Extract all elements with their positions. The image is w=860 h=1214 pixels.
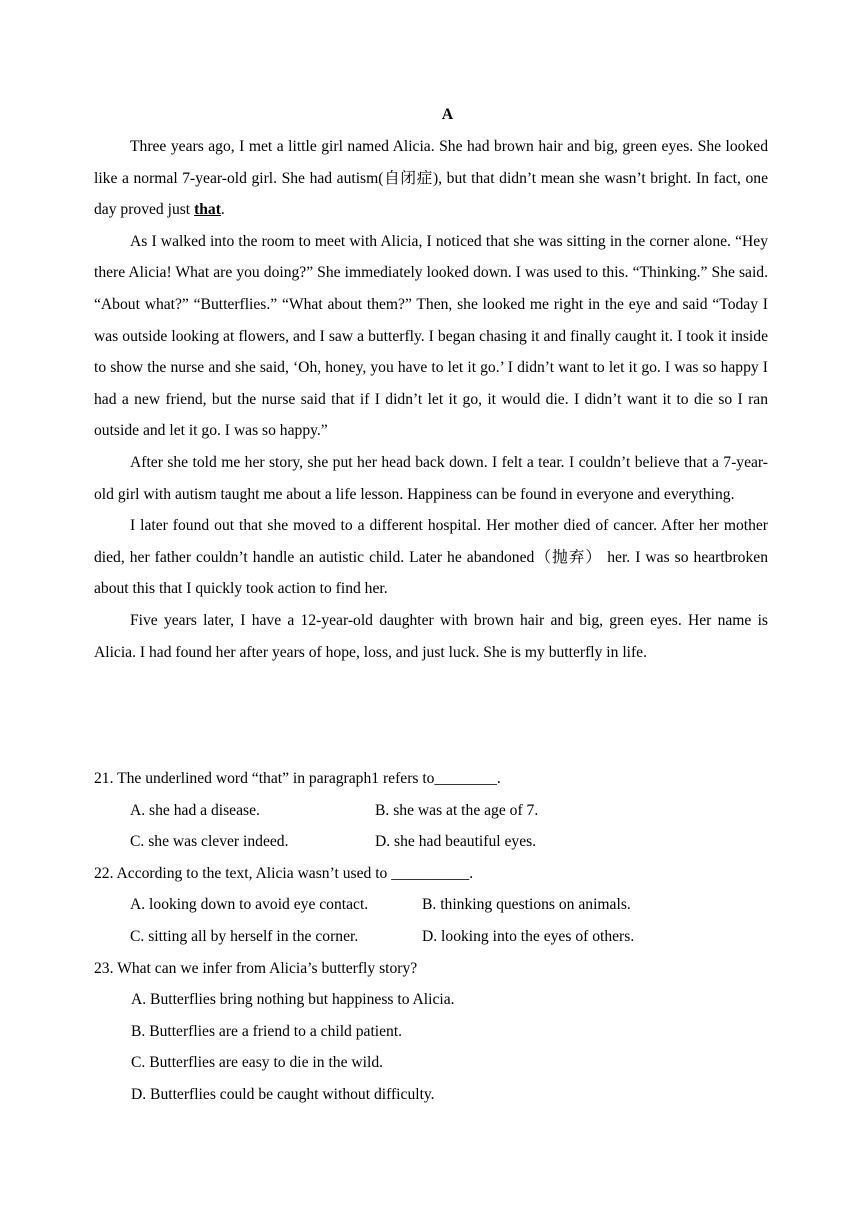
paragraph-1 [94, 131, 768, 226]
paragraph-1-end: . [220, 201, 225, 219]
question-section [94, 763, 774, 1111]
question-23-option-d: D. Butterflies could be caught without difficulty. [131, 1085, 435, 1103]
question-22-option-c: C. sitting all by herself in the corner. [130, 927, 359, 945]
passage-body [94, 131, 768, 668]
question-21-options-row-2 [94, 826, 774, 858]
question-22-option-a: A. looking down to avoid eye contact. [130, 896, 369, 914]
question-23-option-b: B. Butterflies are a friend to a child patient. [131, 1022, 403, 1040]
paragraph-4: I later found out that she moved to a different hospital. Her mother died of cancer. After her mother died, her father couldn’t handle an autistic child. Later he abandoned（抛弃） her. I was so heartbroken about this that I quickly took action to find her. [94, 517, 768, 598]
question-21-option-b: B. she was at the age of 7. [375, 801, 539, 819]
underlined-word: that [194, 201, 221, 219]
paragraph-1-text: Three years ago, I met a little girl named Alicia. She had brown hair and big, green eyes. She looked like a normal 7-year-old girl. She had autism(自闭症), but that didn’t mean she wasn’t bright. In fact, one day proved just [94, 138, 768, 219]
question-21-option-c: C. she was clever indeed. [130, 833, 289, 851]
paragraph-5: Five years later, I have a 12-year-old daughter with brown hair and big, green eyes. Her name is Alicia. I had found her after years of hope, loss, and just luck. She is my butterfly in life. [94, 611, 768, 661]
question-22-option-b: B. thinking questions on animals. [422, 896, 631, 914]
question-21-option-a: A. she had a disease. [130, 801, 260, 819]
question-22-options-row-2 [94, 921, 774, 953]
question-23-stem: 23. What can we infer from Alicia’s butterfly story? [94, 959, 418, 977]
passage-title: A [441, 106, 454, 123]
question-23-option-c: C. Butterflies are easy to die in the wild. [131, 1054, 384, 1072]
paragraph-2: As I walked into the room to meet with Alicia, I noticed that she was sitting in the corner alone. “Hey there Alicia! What are you doing?” She immediately looked down. I was used to this. “Thinking.” She said. “About what?” “Butterflies.” “What about them?” Then, she looked me right in the eye and said “Today I was outside looking at flowers, and I saw a butterfly. I began chasing it and finally caught it. I took it inside to show the nurse and she said, ‘Oh, honey, you have to let it go.’ I didn’t want to let it go. I was so happy I had a new friend, but the nurse said that if I didn’t let it go, it would die. I didn’t want it to die so I ran outside and let it go. I was so happy.” [94, 232, 768, 440]
question-22-options-row-1 [94, 889, 774, 921]
question-22-option-d: D. looking into the eyes of others. [422, 927, 635, 945]
question-23-option-a: A. Butterflies bring nothing but happiness to Alicia. [131, 991, 455, 1009]
paragraph-3: After she told me her story, she put her head back down. I felt a tear. I couldn’t believe that a 7-year-old girl with autism taught me about a life lesson. Happiness can be found in everyone and everything. [94, 453, 768, 503]
question-21-option-d: D. she had beautiful eyes. [375, 833, 537, 851]
question-22-stem: 22. According to the text, Alicia wasn’t used to __________. [94, 864, 474, 882]
question-21-stem: 21. The underlined word “that” in paragraph1 refers to________. [94, 770, 501, 787]
question-21-options-row-1 [94, 795, 774, 827]
